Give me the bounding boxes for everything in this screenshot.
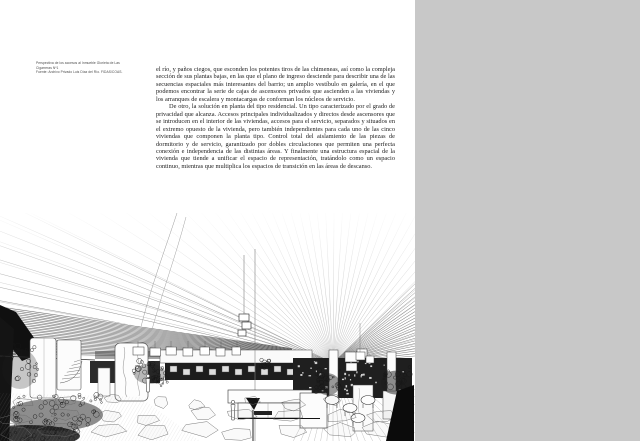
figure-caption-source: Fuente: Archivo Privado Luis Díaz del Río. FIDAS/COAS. bbox=[36, 70, 123, 75]
paragraph-continuation: el río, y paños ciegos, que esconden los potentes tiros de las chimeneas, así como la compleja sección de sus plantas bajas, en las que el plano de ingreso desciende para describir una de las secuencias espaciales más interesantes del barrio; un amplio vestíbulo en galería, en el que podemos encontrar la serie de cajas de ascensores privados que ascienden a las viviendas y los arranques de escalera y montacargas de conforman los núcleos de servicio. bbox=[156, 66, 395, 103]
figure-caption bbox=[36, 61, 135, 75]
figure-caption-title: Perspectiva de los accesos al Inmueble Glorieta de Las Cigarreras Nº1 bbox=[36, 61, 120, 70]
paragraph-second: De otro, la solución en planta del tipo residencial. Un tipo caracterizado por el grado de privacidad que alcanza. Accesos principales individualizados y directos desde ascensores que se introducen en el interior de las viviendas, accesos para el servicio, separados y situados en el extremo opuesto de la vivienda, pero también independientes para cada uno de las cinco viviendas que componen la planta tipo. Control total del aislamiento de las piezas de dormitorio y de servicio, garantizado por dobles circulaciones que permiten una perfecta conexión e independencia de las distintas áreas. Y finalmente una estructura espacial de la vivienda que tiende a unificar el espacio de representación, tratándolo como un espacio continuo, mientras que multiplica los espacios de transición en las áreas de descanso. bbox=[156, 103, 395, 170]
body-text-column bbox=[156, 66, 395, 170]
desk-background bbox=[415, 0, 640, 441]
perspective-drawing-illustration bbox=[0, 213, 415, 441]
